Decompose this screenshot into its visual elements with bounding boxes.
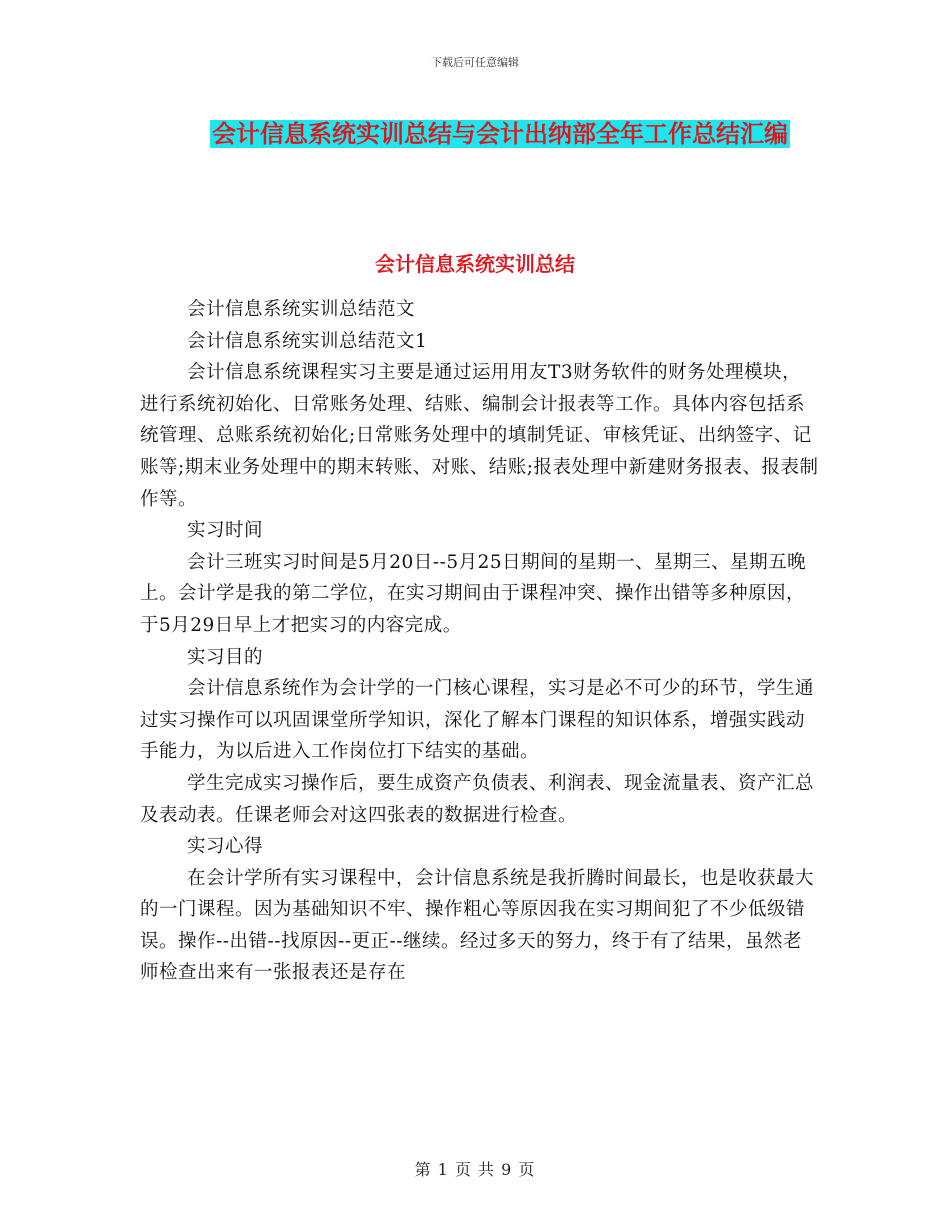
page-footer: 第 1 页 共 9 页	[414, 1160, 536, 1179]
paragraph: 会计三班实习时间是5月20日--5月25日期间的星期一、星期三、星期五晚上。会计学是我的第二学位，在实习期间由于课程冲突、操作出错等多种原因，于5月29日早上才把实习的内容完成。	[140, 551, 807, 636]
paragraph: 在会计学所有实习课程中，会计信息系统是我折腾时间最长，也是收获最大的一门课程。因为基础知识不牢、操作粗心等原因我在实习期间犯了不少低级错误。操作--出错--找原因--更正--继续。经过多天的努力，终于有了结果，虽然老师检查出来有一张报表还是存在	[140, 867, 815, 984]
document-title-text: 会计信息系统实训总结与会计出纳部全年工作总结汇编	[212, 120, 788, 148]
paragraph-heading: 实习时间	[187, 520, 264, 542]
page-header-note: 下载后可任意编辑	[431, 56, 519, 69]
paragraph-heading: 实习目的	[187, 646, 264, 668]
paragraph: 会计信息系统课程实习主要是通过运用用友T3财务软件的财务处理模块，进行系统初始化、日常账务处理、结账、编制会计报表等工作。具体内容包括系统管理、总账系统初始化;日常账务处理中的填制凭证、审核凭证、出纳签字、记账等;期末业务处理中的期末转账、对账、结账;报表处理中新建财务报表、报表制作等。	[140, 362, 819, 510]
paragraph-heading: 实习心得	[187, 836, 264, 858]
section-heading: 会计信息系统实训总结	[375, 252, 575, 276]
paragraph: 学生完成实习操作后，要生成资产负债表、利润表、现金流量表、资产汇总及表动表。任课老师会对这四张表的数据进行检查。	[140, 772, 815, 826]
document-body	[140, 294, 820, 989]
paragraph: 会计信息系统实训总结范文	[187, 299, 416, 320]
paragraph: 会计信息系统作为会计学的一门核心课程，实习是必不可少的环节，学生通过实习操作可以巩固课堂所学知识，深化了解本门课程的知识体系，增强实践动手能力，为以后进入工作岗位打下结实的基础。	[140, 678, 815, 763]
document-title	[190, 112, 810, 156]
paragraph: 会计信息系统实训总结范文1	[187, 330, 428, 352]
